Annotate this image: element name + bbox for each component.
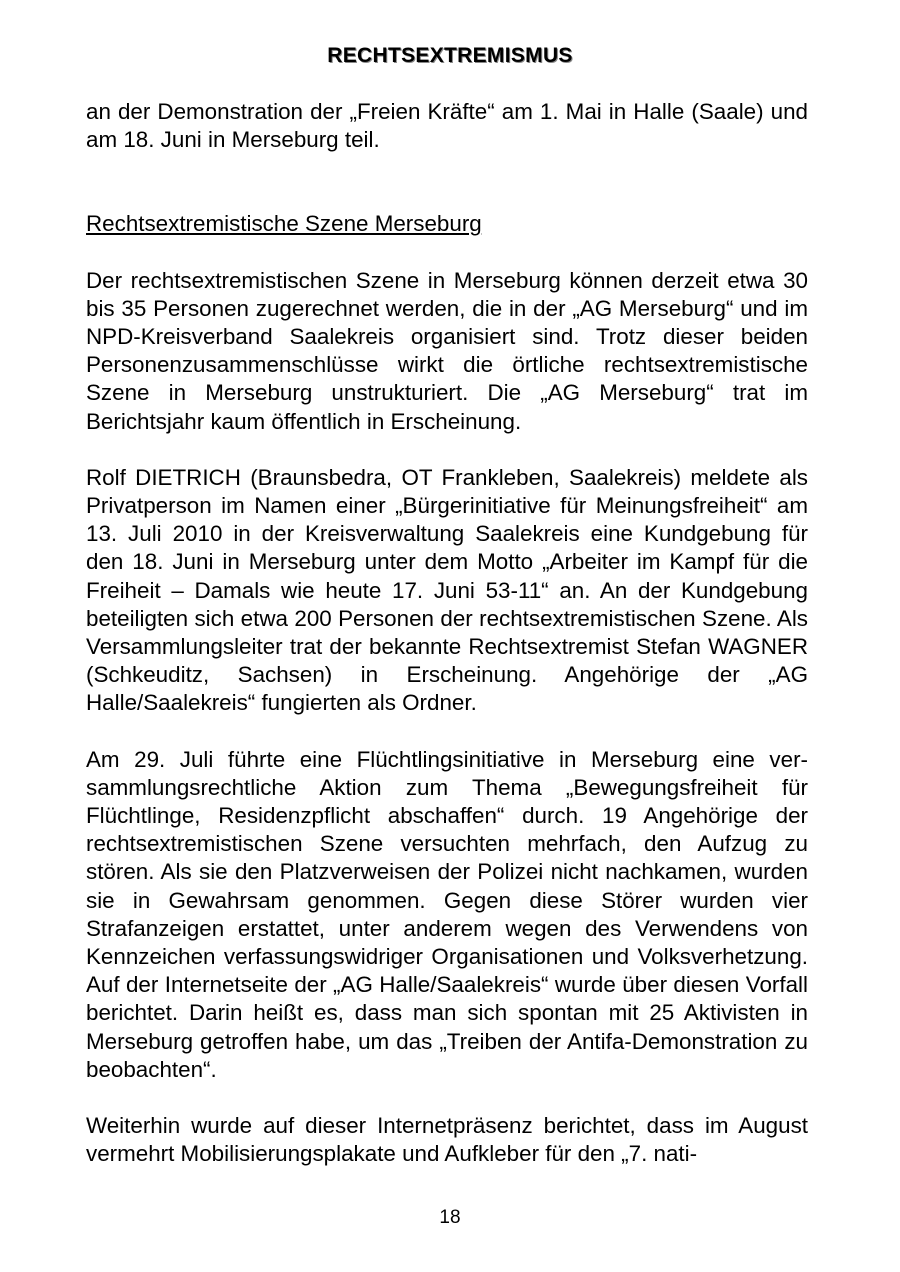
paragraph-internetpraesenz: Weiterhin wurde auf dieser Internetpräsenz berichtet, dass im August vermehrt Mobilisierungsplakate und Aufkleber für den „7. nati-: [86, 1113, 808, 1167]
page-body: [86, 98, 808, 1169]
page-number: 18: [439, 1207, 461, 1228]
spacer: [86, 239, 808, 267]
paragraph-szene: Der rechtsextremistischen Szene in Merseburg können derzeit etwa 30 bis 35 Personen zugerechnet werden, die in der „AG Merseburg“ und im NPD-Kreisverband Saalekreis organisiert sind. Trotz dieser beiden Personenzusammenschlüsse wirkt die örtliche rechtsextremistische Szene in Merseburg unstrukturiert. Die „AG Merseburg“ trat im Berichtsjahr kaum öffentlich in Erscheinung.: [86, 267, 808, 434]
spacer: [86, 718, 808, 746]
paragraph-continuation: an der Demonstration der „Freien Kräfte“ am 1. Mai in Halle (Saale) und am 18. Juni in Merseburg teil.: [86, 99, 808, 153]
paragraph-dietrich: Rolf DIETRICH (Braunsbedra, OT Frankleben, Saalekreis) meldete als Privatperson im Namen einer „Bürgerinitiative für Meinungsfreiheit“ am 13. Juli 2010 in der Kreisverwaltung Saalekreis eine Kundgebung für den 18. Juni in Merseburg unter dem Motto „Arbeiter im Kampf für die Freiheit – Damals wie heute 17. Juni 53-11“ an. An der Kundgebung beteiligten sich etwa 200 Personen der rechtsextremistischen Szene. Als Versammlungsleiter trat der bekannte Rechtsextremist Stefan WAGNER (Schkeuditz, Sachsen) in Erscheinung. Angehörige der „AG Halle/Saalekreis“ fungierten als Ordner.: [86, 464, 808, 716]
spacer: [86, 436, 808, 464]
spacer: [86, 154, 808, 210]
paragraph-fluechtlingsinitiative: Am 29. Juli führte eine Flüchtlingsinitiative in Merseburg eine versammlungsrechtliche Aktion zum Thema „Bewegungsfreiheit für Flüchtlinge, Residenzpflicht abschaffen“ durch. 19 Angehörige der rechtsextremistischen Szene versuchten mehrfach, den Aufzug zu stören. Als sie den Platzverweisen der Polizei nicht nachkamen, wurden sie in Gewahrsam genommen. Gegen diese Störer wurden vier Strafanzeigen erstattet, unter anderem wegen des Verwendens von Kennzeichen verfassungswidriger Organisationen und Volksverhetzung. Auf der Internetseite der „AG Halle/Saalekreis“ wurde über diesen Vorfall berichtet. Darin heißt es, dass man sich spontan mit 25 Aktivisten in Merseburg getroffen habe, um das „Treiben der Antifa-Demonstration zu beobachten“.: [86, 746, 808, 1082]
section-heading: Rechtsextremistische Szene Merseburg: [86, 211, 482, 237]
running-header: RECHTSEXTREMISMUS: [327, 44, 573, 67]
spacer: [86, 1084, 808, 1112]
